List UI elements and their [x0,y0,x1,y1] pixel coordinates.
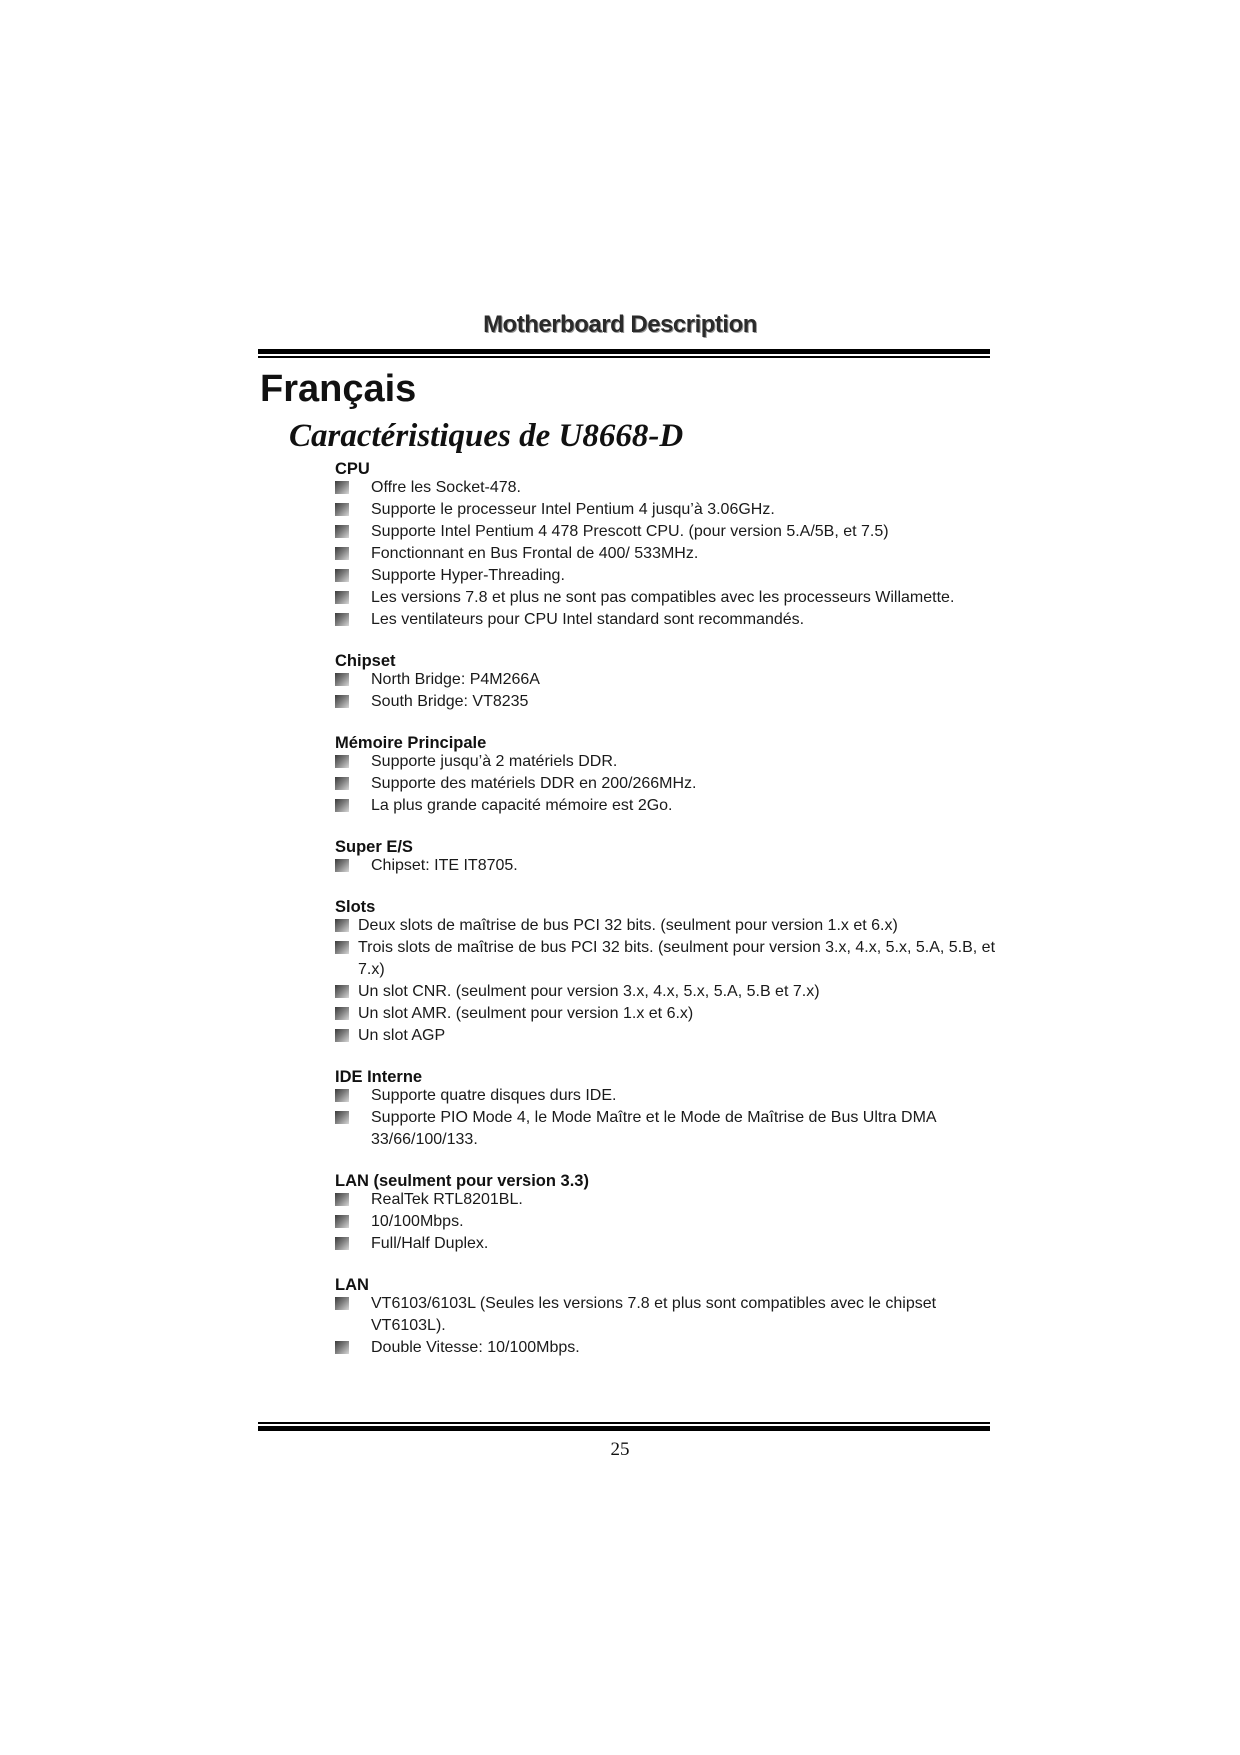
section-heading: LAN [335,1276,369,1294]
square-bullet-icon [335,799,349,812]
section-cpu [335,461,1000,631]
list-item: Un slot CNR. (seulment pour version 3.x, 4.x, 5.x, 5.A, 5.B et 7.x) [335,981,1000,1003]
section-chipset [335,653,1000,713]
header-rule-thick [258,349,990,354]
section-heading: Mémoire Principale [335,734,487,752]
square-bullet-icon [335,695,349,708]
list-item: RealTek RTL8201BL. [335,1189,1000,1211]
list-item: Un slot AGP [335,1025,1000,1047]
square-bullet-icon [335,941,349,954]
section-ide [335,1069,1000,1151]
list-item: Les ventilateurs pour CPU Intel standard sont recommandés. [335,609,1000,631]
page-number: 25 [610,1439,630,1460]
list-item: Supporte des matériels DDR en 200/266MHz. [335,773,1000,795]
square-bullet-icon [335,673,349,686]
section-heading: LAN (seulment pour version 3.3) [335,1172,589,1190]
square-bullet-icon [335,859,349,872]
square-bullet-icon [335,919,349,932]
list-item: La plus grande capacité mémoire est 2Go. [335,795,1000,817]
square-bullet-icon [335,547,349,560]
language-title: Français [260,368,417,410]
square-bullet-icon [335,777,349,790]
list-item: Full/Half Duplex. [335,1233,1000,1255]
section-super-io [335,839,1000,877]
square-bullet-icon [335,481,349,494]
list-item: Trois slots de maîtrise de bus PCI 32 bits. (seulment pour version 3.x, 4.x, 5.x, 5.A, 5.B, et 7.x) [335,937,1000,981]
list-item: 10/100Mbps. [335,1211,1000,1233]
list-item: Un slot AMR. (seulment pour version 1.x et 6.x) [335,1003,1000,1025]
list-item: North Bridge: P4M266A [335,669,1000,691]
list-item: VT6103/6103L (Seules les versions 7.8 et plus sont compatibles avec le chipset VT6103L). [335,1293,1000,1337]
list-item: Supporte PIO Mode 4, le Mode Maître et le Mode de Maîtrise de Bus Ultra DMA 33/66/100/133. [335,1107,1000,1151]
section-lan [335,1277,1000,1359]
list-item: Fonctionnant en Bus Frontal de 400/ 533MHz. [335,543,1000,565]
square-bullet-icon [335,503,349,516]
square-bullet-icon [335,755,349,768]
list-item: Supporte jusqu’à 2 matériels DDR. [335,751,1000,773]
list-item: Offre les Socket-478. [335,477,1000,499]
list-item: Supporte le processeur Intel Pentium 4 jusqu’à 3.06GHz. [335,499,1000,521]
list-item: Supporte quatre disques durs IDE. [335,1085,1000,1107]
square-bullet-icon [335,591,349,604]
header-rule-thin [258,356,990,358]
page-title: Caractéristiques de U8668-D [289,418,684,454]
square-bullet-icon [335,569,349,582]
features-content [335,461,1000,1359]
square-bullet-icon [335,525,349,538]
list-item: Supporte Intel Pentium 4 478 Prescott CPU. (pour version 5.A/5B, et 7.5) [335,521,1000,543]
list-item: Supporte Hyper-Threading. [335,565,1000,587]
list-item: South Bridge: VT8235 [335,691,1000,713]
section-lan-version-3-3 [335,1173,1000,1255]
square-bullet-icon [335,1029,349,1042]
square-bullet-icon [335,1193,349,1206]
square-bullet-icon [335,1007,349,1020]
section-heading: IDE Interne [335,1068,423,1086]
list-item: Chipset: ITE IT8705. [335,855,1000,877]
square-bullet-icon [335,1111,349,1124]
section-memory [335,735,1000,817]
section-heading: Chipset [335,652,396,670]
square-bullet-icon [335,1297,349,1310]
section-slots [335,899,1000,1047]
list-item: Double Vitesse: 10/100Mbps. [335,1337,1000,1359]
footer-rule-thick [258,1426,990,1431]
section-heading: Slots [335,898,376,916]
square-bullet-icon [335,1215,349,1228]
footer-rule-thin [258,1422,990,1424]
square-bullet-icon [335,1237,349,1250]
square-bullet-icon [335,1341,349,1354]
square-bullet-icon [335,985,349,998]
header-title: Motherboard Description [483,311,757,338]
section-heading: CPU [335,460,370,478]
square-bullet-icon [335,1089,349,1102]
list-item: Les versions 7.8 et plus ne sont pas compatibles avec les processeurs Willamette. [335,587,1000,609]
section-heading: Super E/S [335,838,413,856]
square-bullet-icon [335,613,349,626]
list-item: Deux slots de maîtrise de bus PCI 32 bits. (seulment pour version 1.x et 6.x) [335,915,1000,937]
